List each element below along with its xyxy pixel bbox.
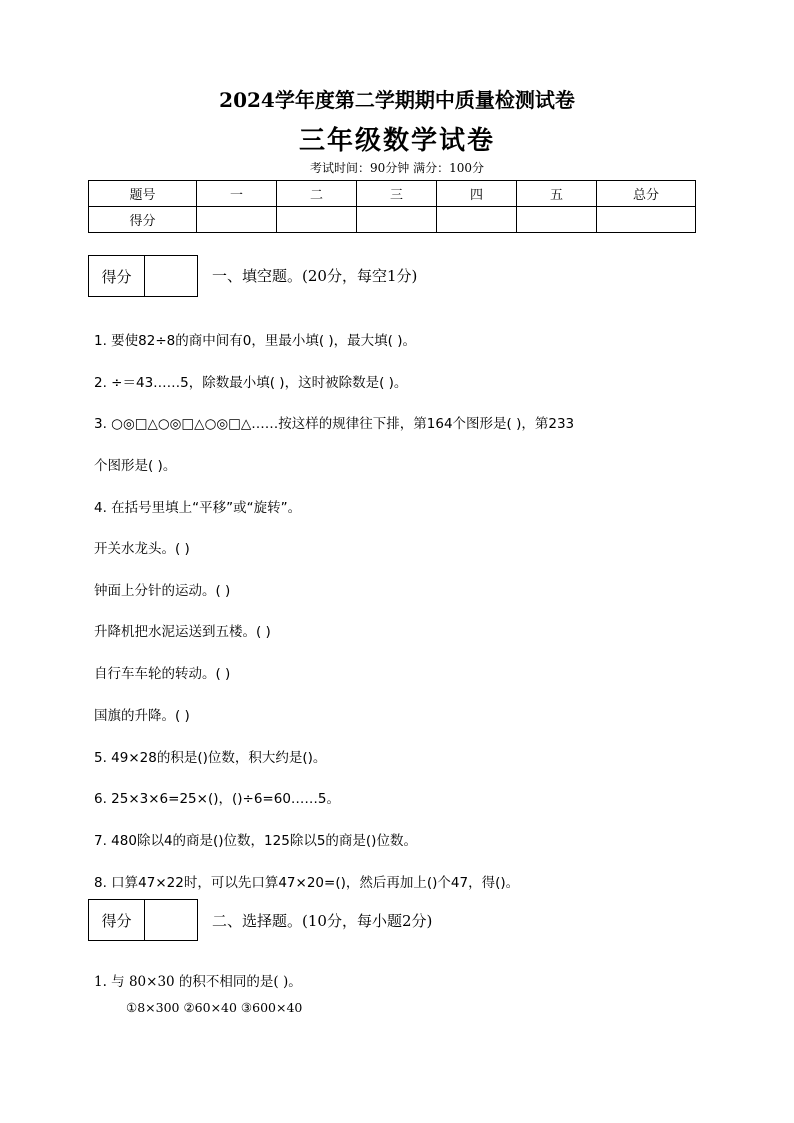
exam-info: 考试时间：90分钟 满分：100分: [310, 161, 484, 175]
exam-subtitle: 三年级数学试卷: [298, 126, 495, 156]
question-4: 4. 在括号里填上“平移”或“旋转”。: [94, 500, 302, 516]
question-4-item-4: 自行车车轮的转动。( ): [94, 666, 231, 682]
question-4-item-2: 钟面上分针的运动。( ): [94, 583, 231, 599]
score-table-score-row: [89, 207, 696, 233]
score-table-header: 五: [517, 181, 597, 207]
question-5: 5. 49×28的积是()位数，积大约是()。: [94, 750, 327, 766]
score-table: [88, 180, 696, 233]
question-3-cont: 个图形是( )。: [94, 458, 177, 474]
question-4-item-5: 国旗的升降。( ): [94, 708, 190, 724]
exam-title: 2024学年度第二学期期中质量检测试卷: [219, 88, 575, 112]
section2-score-label: 得分: [89, 900, 145, 940]
score-cell[interactable]: [197, 207, 277, 233]
section2-score-box: [88, 899, 198, 941]
score-table-header: 总分: [597, 181, 696, 207]
choice-question-1-options: ①8×300 ②60×40 ③600×40: [126, 1000, 303, 1015]
score-cell[interactable]: [277, 207, 357, 233]
question-1: 1. 要使82÷8的商中间有0，里最小填( )，最大填( )。: [94, 333, 416, 349]
section1-score-label: 得分: [89, 256, 145, 296]
score-table-header: 三: [357, 181, 437, 207]
question-6: 6. 25×3×6=25×()，()÷6=60……5。: [94, 791, 340, 807]
score-table-header: 二: [277, 181, 357, 207]
question-2: 2. ÷＝43……5，除数最小填( )，这时被除数是( )。: [94, 375, 408, 391]
question-3: 3. ○◎□△○◎□△○◎□△……按这样的规律往下排，第164个图形是( )，第233: [94, 416, 575, 432]
score-table-header: 题号: [89, 181, 197, 207]
score-cell[interactable]: [357, 207, 437, 233]
section1-score-blank[interactable]: [145, 256, 197, 296]
score-row-label: 得分: [89, 207, 197, 233]
question-7: 7. 480除以4的商是()位数，125除以5的商是()位数。: [94, 833, 417, 849]
section1-title: 一、填空题。(20分，每空1分): [212, 267, 418, 285]
score-table-header: 四: [437, 181, 517, 207]
choice-question-1: 1. 与 80×30 的积不相同的是( )。: [94, 974, 302, 990]
score-table-header: 一: [197, 181, 277, 207]
score-cell[interactable]: [517, 207, 597, 233]
section2-score-blank[interactable]: [145, 900, 197, 940]
question-4-item-3: 升降机把水泥运送到五楼。( ): [94, 624, 271, 640]
score-cell[interactable]: [437, 207, 517, 233]
question-8: 8. 口算47×22时，可以先口算47×20=()，然后再加上()个47，得()。: [94, 875, 520, 891]
score-cell[interactable]: [597, 207, 696, 233]
section2-title: 二、选择题。(10分，每小题2分): [212, 912, 433, 930]
question-4-item-1: 开关水龙头。( ): [94, 541, 190, 557]
score-table-header-row: [89, 181, 696, 207]
section1-score-box: [88, 255, 198, 297]
